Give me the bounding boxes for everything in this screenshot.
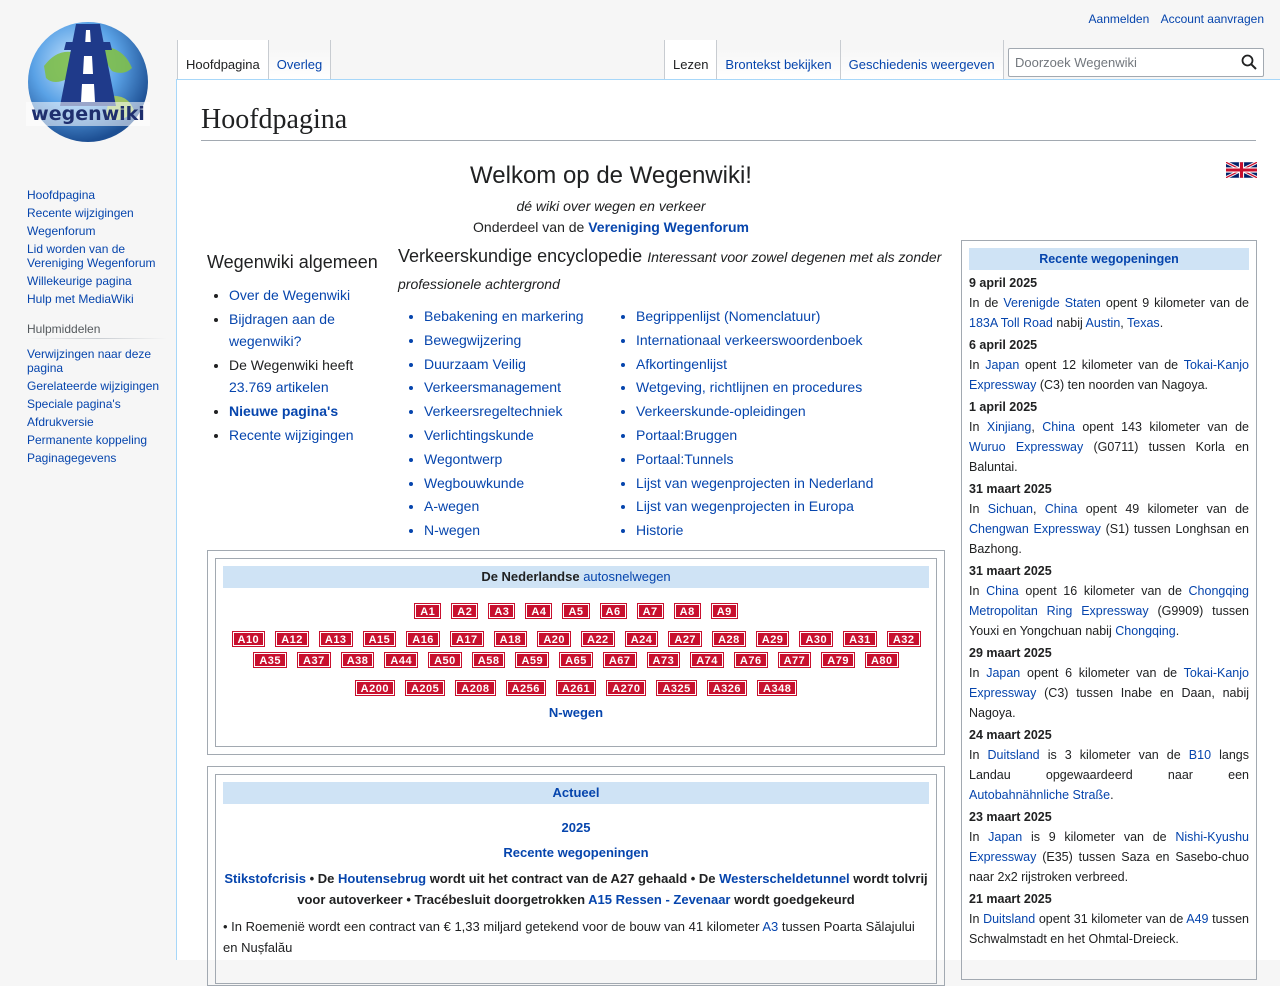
list-item — [229, 354, 387, 398]
opening-text: In — [969, 666, 987, 680]
opening-text: In — [969, 420, 987, 434]
sidebar-item-related-changes[interactable]: Gerelateerde wijzigingen — [27, 379, 160, 393]
list-item[interactable]: • Lijst van wegenprojecten in Nederland — [636, 472, 873, 496]
opening-date: 21 maart 2025 — [969, 892, 1052, 906]
highway-shield-a77[interactable]: A77 — [779, 653, 811, 667]
opening-text: (G9909) tussen Youxi en Yongchuan nabij — [969, 604, 1249, 638]
news-line-roemenie — [223, 916, 929, 958]
autosnelwegen-heading-prefix: De Nederlandse — [481, 569, 580, 584]
tab-view-source[interactable]: Brontekst bekijken — [717, 40, 840, 80]
news-line — [223, 868, 929, 910]
list-item[interactable]: • Afkortingenlijst — [636, 353, 873, 377]
highway-shield-a10[interactable]: A10 — [233, 632, 265, 646]
opening-link[interactable]: Duitsland — [983, 912, 1036, 926]
highway-shield-a76[interactable]: A76 — [735, 653, 767, 667]
recent-openings-link[interactable]: Recente wegopeningen — [503, 845, 649, 860]
list-item[interactable]: • Verkeersmanagement — [424, 376, 610, 400]
tab-main-page[interactable]: Hoofdpagina — [177, 40, 269, 80]
opening-link[interactable]: Sichuan — [987, 502, 1033, 516]
list-item[interactable]: • Internationaal verkeerswoordenboek — [636, 329, 873, 353]
autosnelwegen-link[interactable]: autosnelwegen — [583, 569, 671, 584]
sidebar-item-special-pages[interactable]: Speciale pagina's — [27, 397, 121, 411]
news-text: tussen Poarta Sălajului en Nușfalău — [223, 919, 915, 955]
highway-shield-a6[interactable]: A6 — [601, 604, 626, 618]
opening-date: 23 maart 2025 — [969, 810, 1052, 824]
sidebar-item-recent-changes[interactable]: Recente wijzigingen — [27, 206, 134, 220]
highway-shield-a200[interactable]: A200 — [356, 681, 394, 695]
highway-shield-a18[interactable]: A18 — [495, 632, 527, 646]
opening-text: . — [1110, 788, 1114, 802]
opening-link[interactable]: Wuruo Expressway — [969, 440, 1084, 454]
list-item[interactable]: • Historie — [636, 519, 873, 543]
highway-shield-a325[interactable]: A325 — [657, 681, 695, 695]
highway-shield-a7[interactable]: A7 — [638, 604, 663, 618]
about-link[interactable]: Over de Wegenwiki — [229, 287, 351, 303]
highway-shield-a59[interactable]: A59 — [516, 653, 548, 667]
opening-date: 31 maart 2025 — [969, 482, 1052, 496]
opening-link[interactable]: Japan — [988, 830, 1023, 844]
opening-text: langs Landau opgewaardeerd naar een — [969, 748, 1249, 782]
opening-entry — [969, 827, 1249, 887]
opening-link[interactable]: Xinjiang — [986, 420, 1032, 434]
highway-shield-a5[interactable]: A5 — [563, 604, 588, 618]
opening-link[interactable]: 183A Toll Road — [969, 316, 1053, 330]
sidebar-item-printable[interactable]: Afdrukversie — [27, 415, 94, 429]
shield-row — [223, 677, 929, 698]
list-item[interactable]: • Verkeerskunde-opleidingen — [636, 400, 873, 424]
highway-shield-a24[interactable]: A24 — [626, 632, 658, 646]
recent-openings-box — [961, 240, 1257, 980]
opening-link[interactable]: Tokai-Kanjo Expressway — [969, 666, 1249, 700]
highway-shield-a12[interactable]: A12 — [276, 632, 308, 646]
highway-shield-a37[interactable]: A37 — [298, 653, 330, 667]
highway-shield-a17[interactable]: A17 — [451, 632, 483, 646]
encyclopedie-subtitle: Interessant voor zowel degenen met als zonder professionele achtergrond — [398, 249, 942, 292]
opening-text: opent 6 kilometer van de — [1020, 666, 1184, 680]
highway-shield-a9[interactable]: A9 — [712, 604, 737, 618]
welcome-title: Welkom op de Wegenwiki! — [470, 162, 752, 189]
encyclopedie-col2 — [610, 305, 873, 543]
sidebar-item-permalink[interactable]: Permanente koppeling — [27, 433, 148, 447]
list-item[interactable]: • Wegontwerp — [424, 448, 610, 472]
list-item[interactable]: • Bebakening en markering — [424, 305, 610, 329]
shield-grid — [223, 600, 929, 698]
year-link[interactable]: 2025 — [561, 820, 591, 835]
opening-text: In — [969, 912, 984, 926]
sidebar — [0, 186, 176, 467]
opening-link[interactable]: China — [1042, 420, 1075, 434]
news-text: wordt goedgekeurd — [730, 892, 855, 907]
opening-link[interactable]: A49 — [1186, 912, 1209, 926]
search-box — [1008, 48, 1264, 77]
opening-text: In — [969, 830, 989, 844]
highway-shield-a38[interactable]: A38 — [342, 653, 374, 667]
login-link[interactable]: Aanmelden — [1088, 12, 1150, 26]
sidebar-item-mediawiki-help[interactable]: Hulp met MediaWiki — [27, 292, 134, 306]
opening-text: , — [1120, 316, 1128, 330]
opening-link[interactable]: B10 — [1188, 748, 1212, 762]
encyclopedie-heading — [398, 243, 948, 297]
welcome-org — [201, 219, 1021, 235]
opening-entry — [969, 293, 1249, 333]
opening-entry — [969, 909, 1249, 949]
autosnelwegen-box — [207, 550, 945, 755]
opening-text: In — [969, 358, 986, 372]
search-input[interactable] — [1009, 49, 1231, 76]
highway-shield-a22[interactable]: A22 — [582, 632, 614, 646]
opening-text: nabij — [1052, 316, 1086, 330]
opening-text: In de — [969, 296, 1004, 310]
opening-text: opent 31 kilometer van de — [1035, 912, 1187, 926]
opening-date: 1 april 2025 — [969, 400, 1038, 414]
sidebar-item-main-page[interactable]: Hoofdpagina — [27, 188, 96, 202]
actueel-box — [207, 766, 945, 986]
globe-logo-icon — [24, 16, 154, 150]
sidebar-navigation — [0, 186, 176, 308]
english-flag-icon[interactable] — [1226, 162, 1257, 178]
highway-shield-a256[interactable]: A256 — [507, 681, 545, 695]
highway-shield-a29[interactable]: A29 — [757, 632, 789, 646]
highway-shield-a79[interactable]: A79 — [822, 653, 854, 667]
article-count-link[interactable]: 23.769 artikelen — [229, 379, 329, 395]
opening-link[interactable]: China — [1044, 502, 1078, 516]
opening-link[interactable]: Duitsland — [987, 748, 1040, 762]
autosnelwegen-heading — [223, 566, 929, 588]
list-item[interactable]: • A-wegen — [424, 495, 610, 519]
search-icon[interactable] — [1241, 54, 1257, 70]
actueel-heading[interactable]: Actueel — [223, 782, 929, 804]
opening-text: (C3) ten noorden van Nagoya. — [1036, 378, 1209, 392]
sidebar-item-become-member[interactable]: Lid worden van de Vereniging Wegenforum — [27, 242, 156, 270]
article-count-prefix: De Wegenwiki heeft — [229, 357, 354, 373]
news-link-houtensebrug[interactable]: Houtensebrug — [338, 871, 427, 886]
tab-history[interactable]: Geschiedenis weergeven — [841, 40, 1004, 80]
sidebar-item-random-page[interactable]: Willekeurige pagina — [27, 274, 132, 288]
namespace-tabs — [177, 40, 331, 80]
highway-shield-a28[interactable]: A28 — [713, 632, 745, 646]
news-link-a15[interactable]: A15 Ressen - Zevenaar — [588, 892, 731, 907]
new-pages-link[interactable]: Nieuwe pagina's — [229, 403, 339, 419]
highway-shield-a261[interactable]: A261 — [557, 681, 595, 695]
list-item — [229, 424, 387, 446]
opening-entry — [969, 355, 1249, 395]
opening-text: opent 143 kilometer van de — [1074, 420, 1249, 434]
opening-link[interactable]: Chongqing Metropolitan Ring Expressway — [969, 584, 1249, 618]
news-link-stikstof[interactable]: Stikstofcrisis — [224, 871, 306, 886]
view-tabs — [664, 40, 1004, 80]
logo-text: wegenwiki — [31, 103, 145, 125]
highway-shield-a4[interactable]: A4 — [526, 604, 551, 618]
welcome-subtitle: dé wiki over wegen en verkeer — [516, 198, 706, 214]
opening-link[interactable]: Tokai-Kanjo Expressway — [969, 358, 1250, 392]
shield-row — [223, 649, 929, 670]
sidebar-tools — [0, 345, 176, 467]
highway-shield-a326[interactable]: A326 — [708, 681, 746, 695]
content-area — [176, 79, 1280, 960]
opening-text: opent 12 kilometer van de — [1019, 358, 1184, 372]
tools-divider — [27, 338, 167, 339]
opening-entry — [969, 745, 1249, 805]
list-item[interactable]: • Bewegwijzering — [424, 329, 610, 353]
opening-date: 24 maart 2025 — [969, 728, 1052, 742]
highway-shield-a3[interactable]: A3 — [489, 604, 514, 618]
opening-text: is 3 kilometer van de — [1039, 748, 1189, 762]
highway-shield-a32[interactable]: A32 — [888, 632, 920, 646]
list-item[interactable]: • Lijst van wegenprojecten in Europa — [636, 495, 873, 519]
encyclopedie-col1 — [398, 305, 610, 543]
list-item[interactable]: • Verkeersregeltechniek — [424, 400, 610, 424]
highway-shield-a205[interactable]: A205 — [406, 681, 444, 695]
news-text: wordt tolvrij voor autoverkeer • Tracébesluit doorgetrokken — [297, 871, 928, 907]
highway-shield-a2[interactable]: A2 — [452, 604, 477, 618]
opening-text: opent 16 kilometer van de — [1018, 584, 1189, 598]
news-link-a3[interactable]: A3 — [762, 919, 779, 934]
news-link-westerscheldetunnel[interactable]: Westerscheldetunnel — [719, 871, 850, 886]
opening-text: (G0711) tussen Korla en Baluntai. — [969, 440, 1250, 474]
opening-link[interactable]: Verenigde Staten — [1003, 296, 1101, 310]
highway-shield-a31[interactable]: A31 — [844, 632, 876, 646]
highway-shield-a208[interactable]: A208 — [456, 681, 494, 695]
opening-date: 31 maart 2025 — [969, 564, 1052, 578]
sidebar-item-wegenforum[interactable]: Wegenforum — [27, 224, 96, 238]
opening-link[interactable]: Autobahnähnliche Straße — [969, 788, 1111, 802]
opening-entry — [969, 663, 1249, 723]
opening-entry — [969, 581, 1249, 641]
highway-shield-a348[interactable]: A348 — [758, 681, 796, 695]
opening-entry — [969, 499, 1249, 559]
list-item — [229, 284, 387, 306]
sidebar-item-page-info[interactable]: Paginagegevens — [27, 451, 117, 465]
n-wegen-link[interactable]: N-wegen — [548, 705, 604, 720]
opening-date: 9 april 2025 — [969, 276, 1038, 290]
opening-date: 6 april 2025 — [969, 338, 1038, 352]
opening-date: 29 maart 2025 — [969, 646, 1052, 660]
algemeen-section — [207, 250, 387, 448]
highway-shield-a30[interactable]: A30 — [800, 632, 832, 646]
shield-row — [223, 628, 929, 649]
list-item — [229, 308, 387, 352]
encyclopedie-title: Verkeerskundige encyclopedie — [398, 246, 643, 266]
opening-text: (C3) tussen Inabe en Daan, nabij Nagoya. — [969, 686, 1249, 720]
list-item[interactable]: • Begrippenlijst (Nomenclatuur) — [636, 305, 873, 329]
highway-shield-a67[interactable]: A67 — [604, 653, 636, 667]
opening-text: tussen Schwalmstadt en het Ohmtal-Dreieck. — [969, 912, 1249, 946]
highway-shield-a20[interactable]: A20 — [538, 632, 570, 646]
opening-link[interactable]: Chengwan Expressway — [969, 522, 1101, 536]
recent-openings-list — [969, 273, 1249, 949]
opening-entry — [969, 417, 1249, 477]
create-account-link[interactable]: Account aanvragen — [1160, 12, 1264, 26]
opening-link[interactable]: Chongqing — [1115, 624, 1176, 638]
list-item[interactable]: • Duurzaam Veilig — [424, 353, 610, 377]
list-item[interactable]: • Verlichtingskunde — [424, 424, 610, 448]
opening-text: . — [1159, 316, 1164, 330]
recent-openings-heading[interactable]: Recente wegopeningen — [969, 248, 1249, 270]
opening-text: (E35) tussen Saza en Sasebo-chuo naar 2x2 rijstroken verbreed. — [969, 850, 1249, 884]
news-text: wordt uit het contract van de A27 gehaald • De — [426, 871, 720, 886]
opening-text: (S1) tussen Longhsan en Bazhong. — [969, 522, 1250, 556]
highway-shield-a15[interactable]: A15 — [364, 632, 396, 646]
opening-link[interactable]: Austin — [1085, 316, 1121, 330]
opening-link[interactable]: Japan — [985, 358, 1020, 372]
opening-link[interactable]: China — [986, 584, 1019, 598]
page-title: Hoofdpagina — [201, 102, 1256, 141]
opening-link[interactable]: Nishi-Kyushu Expressway — [969, 830, 1249, 864]
welcome-block — [201, 160, 1021, 235]
opening-text: In — [969, 748, 988, 762]
highway-shield-a58[interactable]: A58 — [473, 653, 505, 667]
highway-shield-a74[interactable]: A74 — [691, 653, 723, 667]
highway-shield-a16[interactable]: A16 — [407, 632, 439, 646]
opening-link[interactable]: Japan — [986, 666, 1021, 680]
highway-shield-a27[interactable]: A27 — [669, 632, 701, 646]
sidebar-item-what-links-here[interactable]: Verwijzingen naar deze pagina — [27, 347, 152, 375]
list-item[interactable]: • Wetgeving, richtlijnen en procedures — [636, 376, 873, 400]
opening-text: , — [1031, 420, 1043, 434]
highway-shield-a35[interactable]: A35 — [254, 653, 286, 667]
shield-row — [223, 600, 929, 621]
tools-heading: Hulpmiddelen — [27, 322, 101, 336]
list-item[interactable]: • Wegbouwkunde — [424, 472, 610, 496]
algemeen-list — [207, 284, 387, 446]
highway-shield-a270[interactable]: A270 — [607, 681, 645, 695]
list-item[interactable]: • Portaal:Bruggen — [636, 424, 873, 448]
list-item — [229, 400, 387, 422]
highway-shield-a13[interactable]: A13 — [320, 632, 352, 646]
list-item[interactable]: • N-wegen — [424, 519, 610, 543]
opening-text: opent 9 kilometer van de — [1100, 296, 1249, 310]
highway-shield-a8[interactable]: A8 — [675, 604, 700, 618]
contribute-link[interactable]: Bijdragen aan de wegenwiki? — [229, 311, 335, 349]
tab-read[interactable]: Lezen — [664, 40, 717, 80]
news-text: • In Roemenië wordt een contract van € 1,33 miljard getekend voor de bouw van 41 kilometer — [223, 919, 763, 934]
encyclopedie-section — [398, 243, 948, 543]
opening-text: is 9 kilometer van de — [1022, 830, 1176, 844]
opening-text: opent 49 kilometer van de — [1077, 502, 1249, 516]
list-item[interactable]: • Portaal:Tunnels — [636, 448, 873, 472]
org-prefix: Onderdeel van de — [473, 219, 585, 235]
wegenwiki-logo[interactable] — [24, 16, 154, 150]
opening-text: In — [969, 502, 988, 516]
opening-text: . — [1175, 624, 1180, 638]
highway-shield-a80[interactable]: A80 — [866, 653, 898, 667]
highway-shield-a1[interactable]: A1 — [415, 604, 440, 618]
news-text: • De — [305, 871, 338, 886]
highway-shield-a73[interactable]: A73 — [648, 653, 680, 667]
recent-changes-link[interactable]: Recente wijzigingen — [229, 427, 354, 443]
opening-text: , — [1032, 502, 1045, 516]
highway-shield-a50[interactable]: A50 — [429, 653, 461, 667]
highway-shield-a65[interactable]: A65 — [560, 653, 592, 667]
highway-shield-a44[interactable]: A44 — [385, 653, 417, 667]
opening-text: In — [969, 584, 987, 598]
algemeen-heading: Wegenwiki algemeen — [207, 252, 378, 272]
opening-link[interactable]: Texas — [1127, 316, 1160, 330]
personal-tools — [1081, 12, 1264, 26]
org-link[interactable]: Vereniging Wegenforum — [588, 219, 749, 235]
tab-talk[interactable]: Overleg — [269, 40, 332, 80]
